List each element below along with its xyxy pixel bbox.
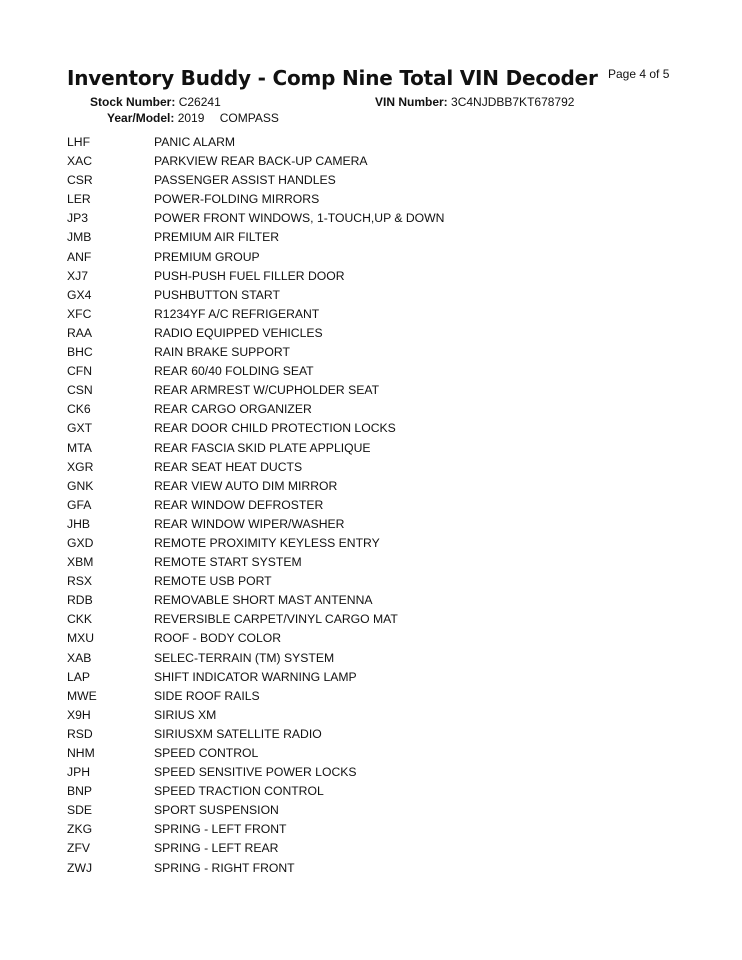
option-description: REAR 60/40 FOLDING SEAT [154,364,314,379]
option-code: XBM [67,555,94,570]
option-code: MTA [67,440,92,455]
option-code: CK6 [67,402,91,417]
list-item [67,343,687,362]
option-code: XAC [67,154,93,169]
option-code: ZKG [67,822,93,837]
option-code: MXU [67,631,95,646]
list-item [67,668,687,687]
option-description: REAR DOOR CHILD PROTECTION LOCKS [154,421,396,436]
option-description: REAR VIEW AUTO DIM MIRROR [154,478,338,493]
list-item [67,839,687,858]
vin-number-label: VIN Number: [375,95,448,109]
option-description: POWER FRONT WINDOWS, 1-TOUCH,UP & DOWN [154,211,445,226]
option-code: RAA [67,325,93,340]
option-code: LER [67,192,91,207]
option-description: REAR FASCIA SKID PLATE APPLIQUE [154,440,371,455]
option-code: JPH [67,765,91,780]
option-description: PANIC ALARM [154,135,236,149]
option-code: XAB [67,650,92,665]
option-description: REAR WINDOW DEFROSTER [154,497,324,512]
option-description: ROOF - BODY COLOR [154,631,282,646]
stock-number [90,95,221,109]
option-code: BHC [67,345,93,360]
list-item [67,725,687,744]
list-item [67,439,687,458]
option-description: SHIFT INDICATOR WARNING LAMP [154,669,357,684]
option-description: REMOTE USB PORT [154,574,272,589]
option-code-list [67,133,687,878]
option-description: PARKVIEW REAR BACK-UP CAMERA [154,154,368,169]
option-code: GXT [67,421,93,436]
option-code: XGR [67,459,94,474]
option-description: SPEED TRACTION CONTROL [154,784,324,799]
list-item [67,706,687,725]
option-code: NHM [67,746,95,760]
option-code: LHF [67,135,91,149]
option-description: SPRING - LEFT FRONT [154,822,287,837]
list-item [67,801,687,820]
option-description: REAR ARMREST W/CUPHOLDER SEAT [154,383,380,398]
list-item [67,305,687,324]
option-description: PUSHBUTTON START [154,287,280,302]
list-item [67,228,687,247]
option-code: CSN [67,383,93,398]
page-number: Page 4 of 5 [608,67,670,81]
stock-number-label: Stock Number: [90,95,176,109]
option-description: REAR WINDOW WIPER/WASHER [154,516,345,531]
page-title: Inventory Buddy - Comp Nine Total VIN Decoder [67,66,598,90]
list-item [67,591,687,610]
option-description: RAIN BRAKE SUPPORT [154,345,290,360]
option-description: REAR CARGO ORGANIZER [154,402,312,417]
option-code: GXD [67,535,94,550]
year-model [107,111,279,125]
list-item [67,324,687,343]
option-description: PASSENGER ASSIST HANDLES [154,173,336,188]
option-code: XFC [67,306,92,321]
option-description: REMOVABLE SHORT MAST ANTENNA [154,593,373,608]
model-value: COMPASS [219,111,279,125]
list-item [67,171,687,190]
stock-number-value: C26241 [178,95,221,109]
option-description: SIRIUSXM SATELLITE RADIO [154,726,322,741]
list-item [67,782,687,801]
option-code: LAP [67,669,91,684]
list-item [67,763,687,782]
option-code: X9H [67,707,91,722]
list-item [67,133,687,152]
option-code: GNK [67,478,94,493]
list-item [67,820,687,839]
list-item [67,381,687,400]
option-description: PREMIUM AIR FILTER [154,230,280,245]
option-code: JHB [67,516,91,531]
list-item [67,190,687,209]
list-item [67,362,687,381]
list-item [67,572,687,591]
option-description: SIDE ROOF RAILS [154,688,260,703]
list-item [67,649,687,668]
list-item [67,515,687,534]
option-description: PUSH-PUSH FUEL FILLER DOOR [154,268,345,283]
list-item [67,152,687,171]
option-description: POWER-FOLDING MIRRORS [154,192,320,207]
list-item [67,859,687,878]
option-code: XJ7 [67,268,89,283]
vin-number-value: 3C4NJDBB7KT678792 [451,95,575,109]
option-code: RSD [67,726,93,741]
option-code: SDE [67,803,93,818]
list-item [67,267,687,286]
list-item [67,477,687,496]
list-item [67,458,687,477]
option-code: RSX [67,574,93,589]
option-description: SPRING - LEFT REAR [154,841,279,856]
option-description: SPRING - RIGHT FRONT [154,860,295,875]
year-value: 2019 [177,111,205,125]
list-item [67,610,687,629]
list-item [67,629,687,648]
list-item [67,419,687,438]
option-code: CKK [67,612,93,627]
option-code: CSR [67,173,93,188]
list-item [67,248,687,267]
option-description: REMOTE START SYSTEM [154,555,302,570]
option-description: REMOTE PROXIMITY KEYLESS ENTRY [154,535,380,550]
option-description: SPEED CONTROL [154,746,259,760]
year-model-label: Year/Model: [107,111,175,125]
list-item [67,496,687,515]
option-code: GX4 [67,287,92,302]
list-item [67,553,687,572]
option-description: SPEED SENSITIVE POWER LOCKS [154,765,357,780]
option-description: REAR SEAT HEAT DUCTS [154,459,303,474]
option-description: SPORT SUSPENSION [154,803,279,818]
option-code: GFA [67,497,92,512]
list-item [67,687,687,706]
option-code: CFN [67,364,93,379]
option-description: RADIO EQUIPPED VEHICLES [154,325,323,340]
option-code: ZFV [67,841,91,856]
option-code: JP3 [67,211,89,226]
option-description: REVERSIBLE CARPET/VINYL CARGO MAT [154,612,398,627]
list-item [67,286,687,305]
option-description: PREMIUM GROUP [154,249,260,264]
option-code: ANF [67,249,92,264]
option-code: BNP [67,784,93,799]
list-item [67,534,687,553]
list-item [67,209,687,228]
option-description: SIRIUS XM [154,707,217,722]
option-description: R1234YF A/C REFRIGERANT [154,306,320,321]
option-code: RDB [67,593,93,608]
option-code: ZWJ [67,860,93,875]
list-item [67,744,687,763]
list-item [67,400,687,419]
option-code: JMB [67,230,92,245]
option-description: SELEC-TERRAIN (TM) SYSTEM [154,650,335,665]
option-code: MWE [67,688,97,703]
vin-number [375,95,574,109]
